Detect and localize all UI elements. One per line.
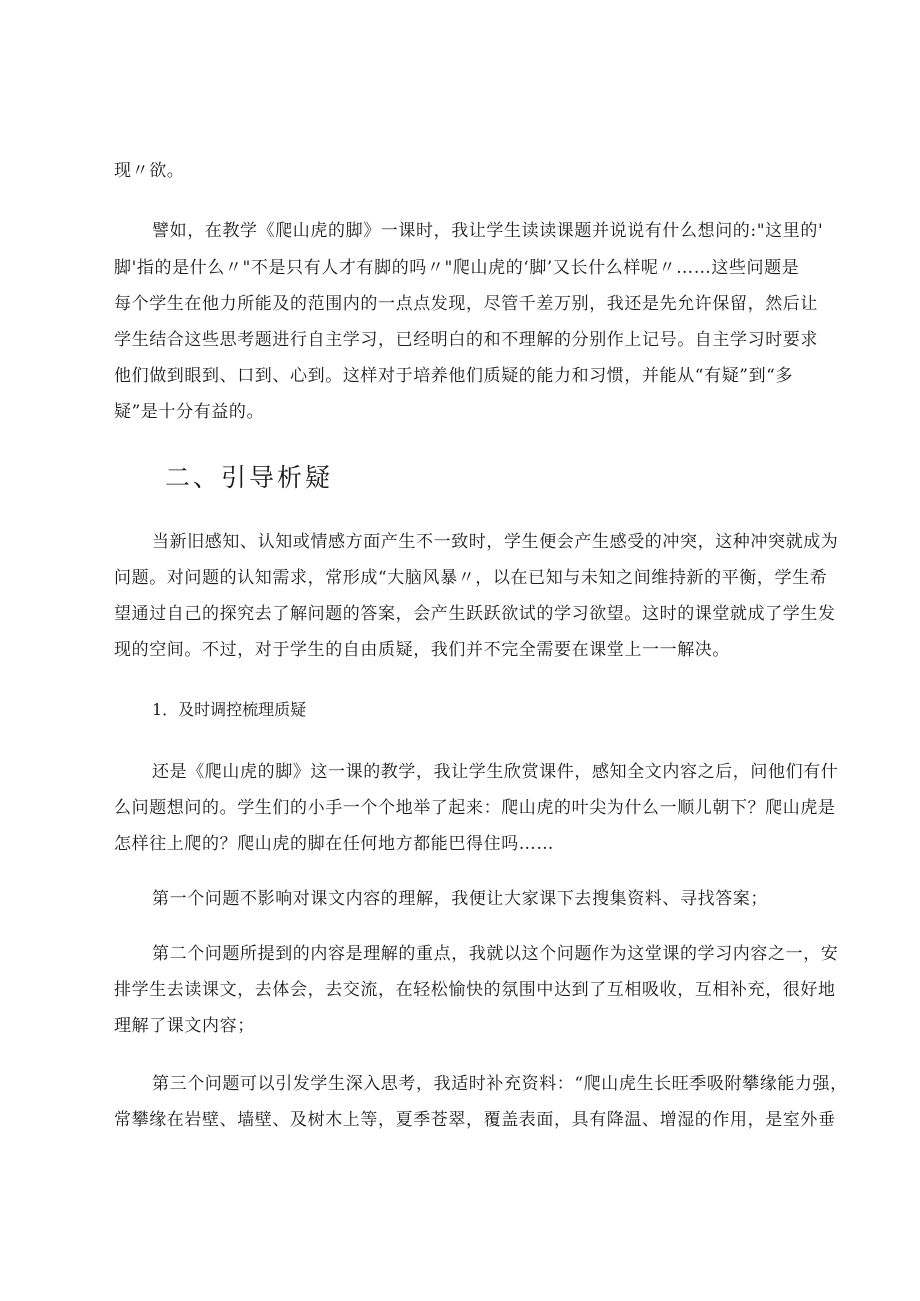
text-line: 常攀缘在岩壁、墙壁、及树木上等，夏季苍翠，覆盖表面，具有降温、增湿的作用，是室外垂 — [114, 1110, 836, 1130]
text-line: 脚'指的是什么〃"不是只有人才有脚的吗〃"爬山虎的‘脚’又长什么样呢〃……这些问题是 — [114, 258, 800, 278]
text-line: 第三个问题可以引发学生深入思考，我适时补充资料：“爬山虎生长旺季吸附攀缘能力强， — [152, 1074, 848, 1094]
text-line: 现〃欲。 — [114, 161, 185, 181]
text-line: 他们做到眼到、口到、心到。这样对于培养他们质疑的能力和习惯，并能从“有疑”到“多 — [114, 366, 794, 386]
text-line: 理解了课文内容； — [114, 1016, 255, 1036]
text-line: 每个学生在他力所能及的范围内的一点点发现，尽管千差万别，我还是先允许保留，然后让 — [114, 294, 818, 314]
text-line: 疑”是十分有益的。 — [114, 402, 265, 422]
text-line: 现的空间。不过，对于学生的自由质疑，我们并不完全需要在课堂上一一解决。 — [114, 640, 730, 660]
text-line: 学生结合这些思考题进行自主学习，已经明白的和不理解的分别作上记号。自主学习时要求 — [114, 330, 818, 350]
section-heading: 二、引导析疑 — [165, 463, 334, 492]
text-line: 第二个问题所提到的内容是理解的重点，我就以这个问题作为这堂课的学习内容之一，安 — [152, 944, 839, 964]
text-line: 还是《爬山虎的脚》这一课的教学，我让学生欣赏课件，感知全文内容之后，问他们有什 — [152, 762, 839, 782]
subsection-heading: 1．及时调控梳理质疑 — [152, 700, 307, 719]
text-line: 么问题想问的。学生们的小手一个个地举了起来：爬山虎的叶尖为什么一顺儿朝下？爬山虎是 — [114, 798, 836, 818]
text-line: 问题。对问题的认知需求，常形成“大脑风暴〃，以在已知与未知之间维持新的平衡，学生希 — [114, 568, 828, 588]
text-line: 譬如，在教学《爬山虎的脚》一课时，我让学生读读课题并说说有什么想问的:"这里的' — [152, 221, 824, 241]
text-line: 第一个问题不影响对课文内容的理解，我便让大家课下去搜集资料、寻找答案； — [152, 889, 768, 909]
text-line: 怎样往上爬的？爬山虎的脚在任何地方都能巴得住吗…… — [114, 834, 554, 854]
text-line: 当新旧感知、认知或情感方面产生不一致时，学生便会产生感受的冲突，这种冲突就成为 — [152, 532, 839, 552]
text-line: 排学生去读课文，去体会，去交流，在轻松愉快的氛围中达到了互相吸收，互相补充，很好地 — [114, 980, 836, 1000]
text-line: 望通过自己的探究去了解问题的答案，会产生跃跃欲试的学习欲望。这时的课堂就成了学生发 — [114, 604, 836, 624]
